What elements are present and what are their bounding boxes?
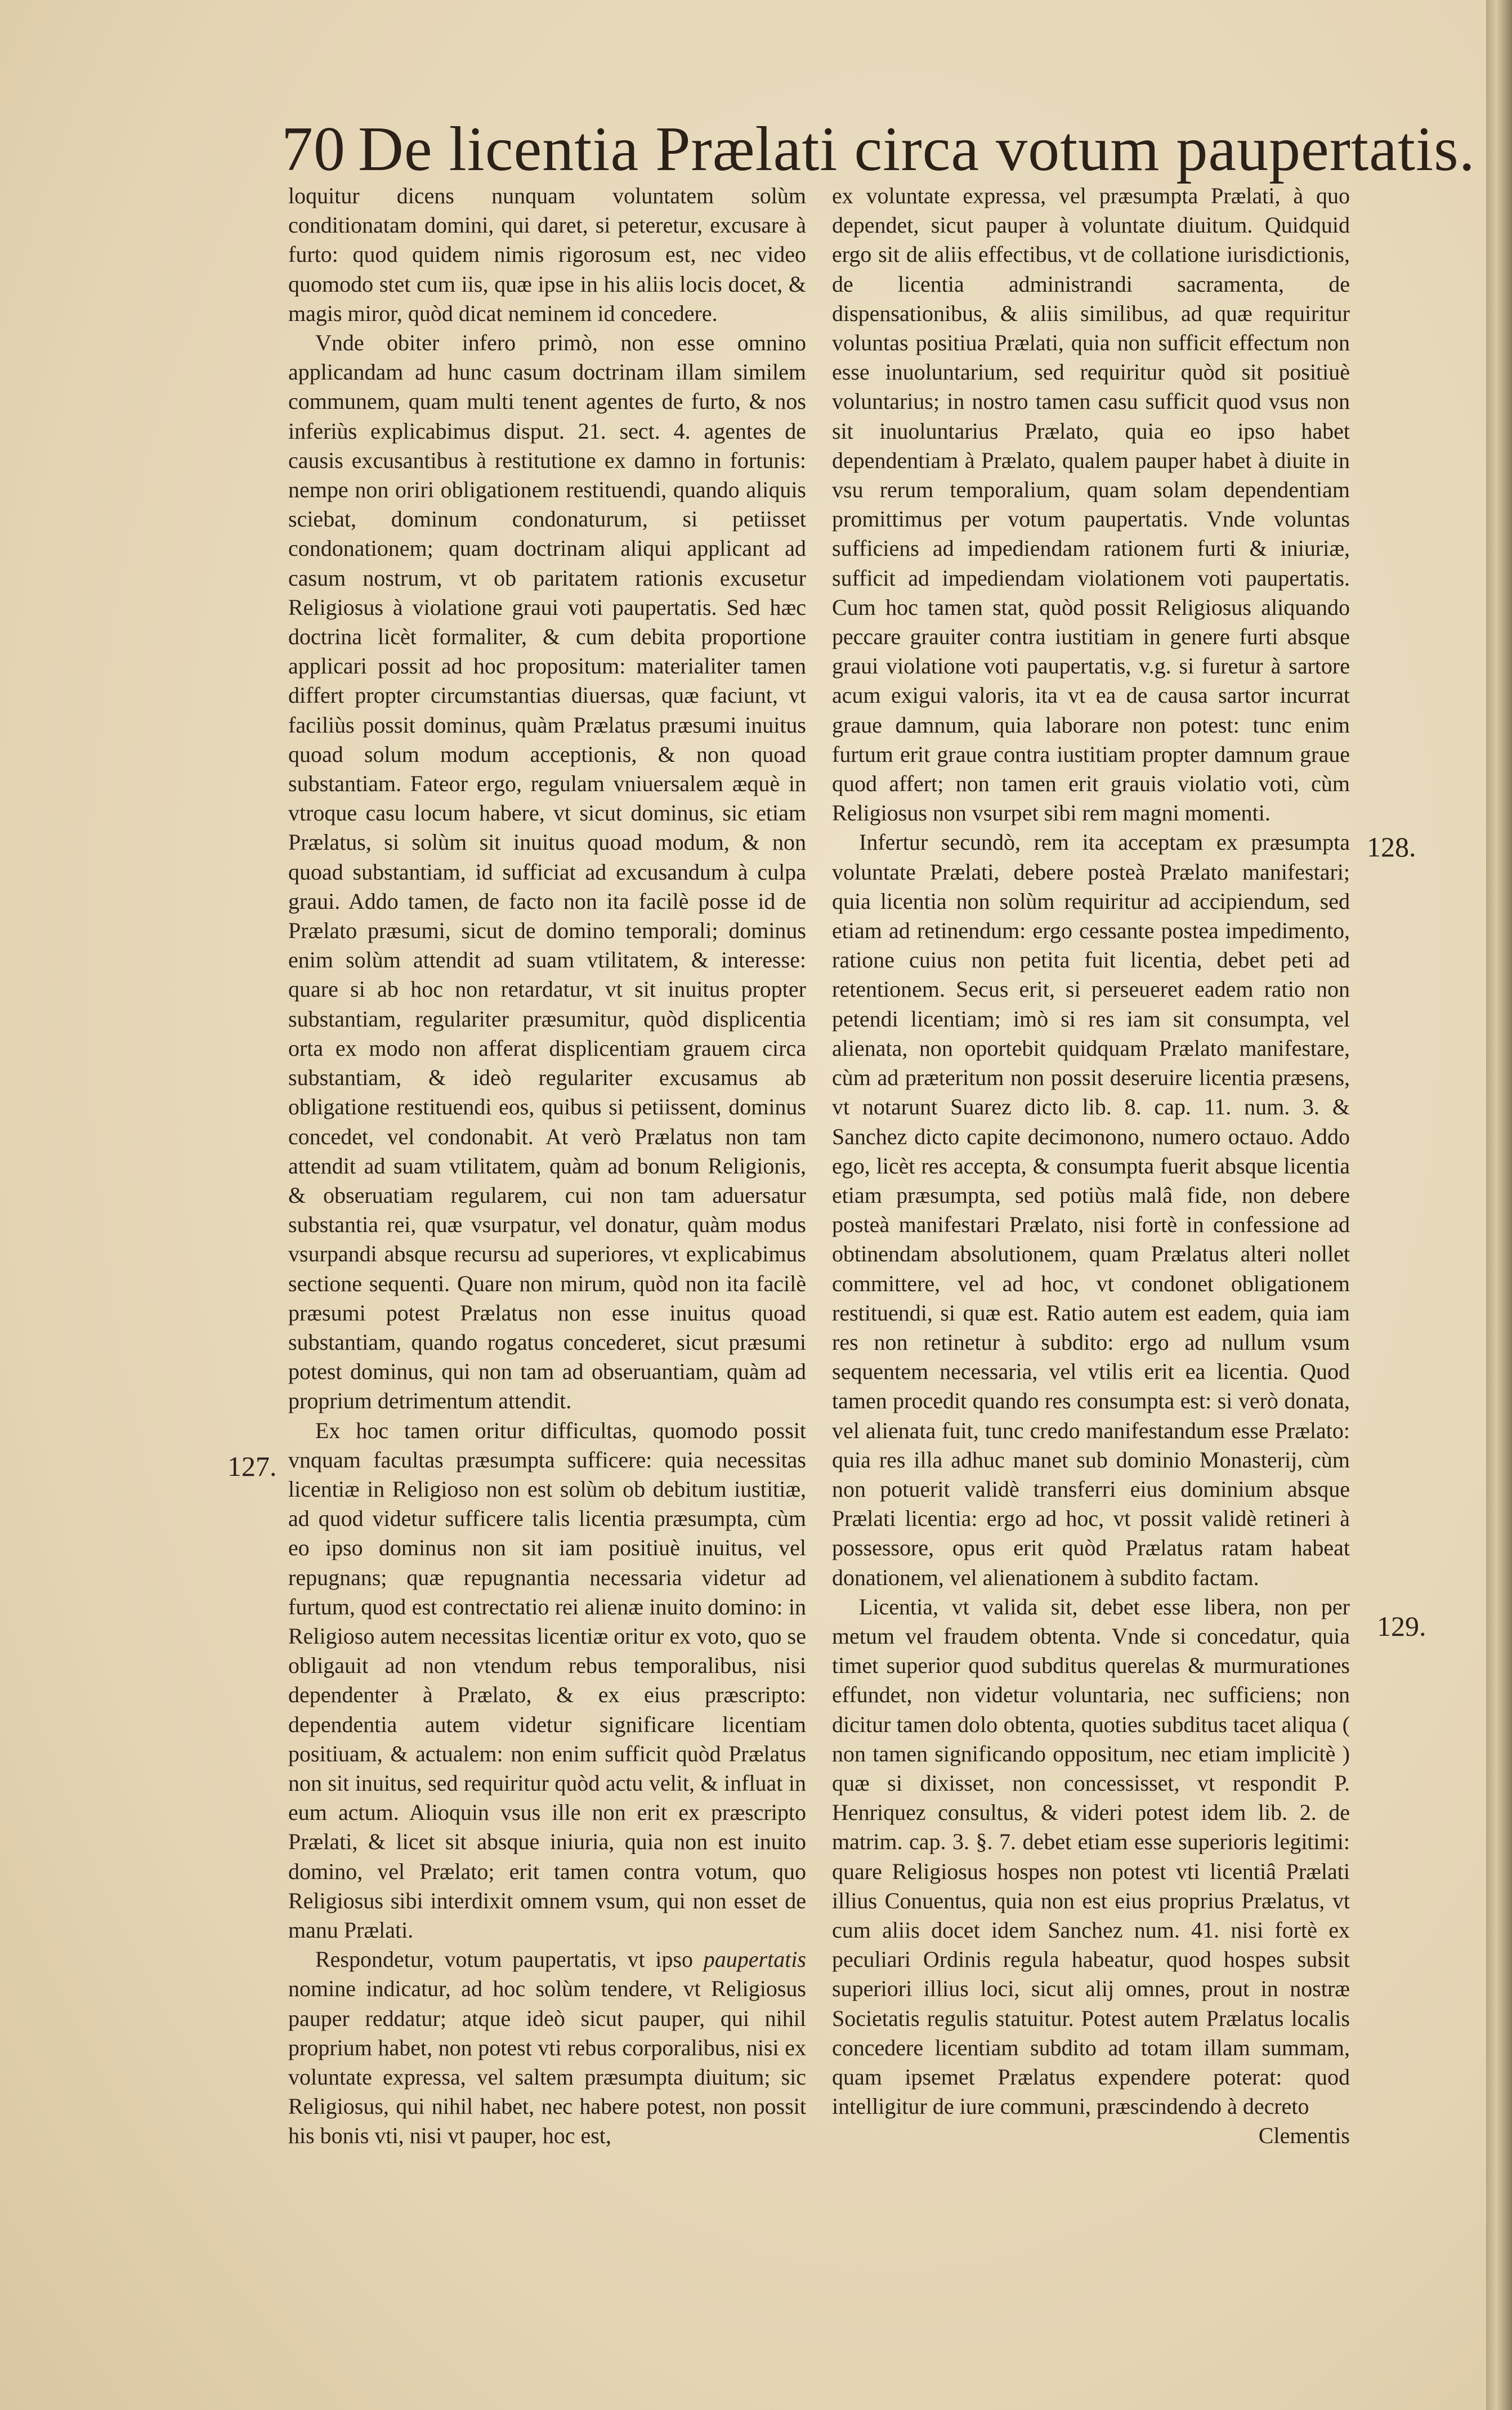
- margin-number-127: 127.: [227, 1451, 277, 1482]
- paragraph: Vnde obiter infero primò, non esse omnino applicandam ad hunc casum doctrinam illam similem communem, quam multi tenent agentes de furto, & nos inferiùs explicabimus disput. 21. sect. 4. agentes de causis excusantibus à restitutione ex damno in fortunis: nempe non oriri obligationem restituendi, quando aliquis sciebat, dominum condonaturum, si petiisset condonationem; quam doctrinam aliqui applicant ad casum nostrum, vt ob paritatem rationis excusetur Religiosus à violatione graui voti paupertatis. Sed hæc doctrina licèt formaliter, & cum debita proportione applicari possit ad hoc propositum: materialiter tamen differt propter circumstantias diuersas, quæ faciunt, vt faciliùs possit dominus, quàm Prælatus præsumi inuitus quoad solum modum acceptionis, & non quoad substantiam. Fateor ergo, regulam vniuersalem æquè in vtroque casu locum habere, vt sicut dominus, sic etiam Prælatus, si solùm sit inuitus quoad modum, & non quoad substantiam, id sufficiat ad excusandum à culpa graui. Addo tamen, de facto non ita facilè posse id de Prælato præsumi, sicut de domino temporali; dominus enim solùm attendit ad suam vtilitatem, & interesse: quare si ab hoc non retardatur, vt sit inuitus propter substantiam, regulariter præsumitur, quòd displicentia orta ex modo non afferat displicentiam grauem circa substantiam, & ideò regulariter excusamus ab obligatione restituendi eos, quibus si petiissent, dominus concedet, vel condonabit. At verò Prælatus non tam attendit ad suam vtilitatem, quàm ad bonum Religionis, & obseruatiam regularem, cui non tam aduersatur substantia rei, quæ vsurpatur, vel donatur, quàm modus vsurpandi absque recursu ad superiores, vt explicabimus sectione sequenti. Quare non mirum, quòd non ita facilè præsumi potest Prælatus non esse inuitus quoad substantiam, quando rogatus concederet, sicut præsumi potest dominus, qui non tam ad obseruantiam, quàm ad proprium detrimentum attendit.: [288, 330, 806, 1414]
- margin-number-129: 129.: [1377, 1610, 1426, 1642]
- margin-number-128: 128.: [1367, 831, 1416, 863]
- page-number: 70: [281, 114, 346, 184]
- running-head: [281, 113, 1475, 186]
- paragraph: [288, 1945, 806, 2150]
- catchword: Clementis: [1258, 2123, 1350, 2149]
- text-run: nomine indicatur, ad hoc solùm tendere, vt Religiosus pauper reddatur; atque ideò sicut pauper, qui nihil proprium habet, non potest vti rebus corporalibus, nisi ex voluntate expressa, vel saltem præsumpta diuitum; sic Religiosus, qui nihil habet, nec habere potest, non possit his bonis vti, nisi vt pauper, hoc est,: [288, 1976, 806, 2149]
- page-title: De licentia Prælati circa votum paupertatis.: [358, 114, 1475, 184]
- paragraph: loquitur dicens nunquam voluntatem solùm conditionatam domini, qui daret, si peteretur, excusare à furto: quod quidem nimis rigorosum est, nec video quomodo stet cum iis, quæ ipse in his aliis locis docet, & magis miror, quòd dicat neminem id concedere.: [288, 183, 806, 326]
- paragraph: Infertur secundò, rem ita acceptam ex præsumpta voluntate Prælati, debere posteà Prælato manifestari; quia licentia non solùm requiritur ad accipiendum, sed etiam ad retinendum: ergo cessante postea impedimento, ratione cuius non petita fuit licentia, debet peti ad retentionem. Secus erit, si perseueret eadem ratio non petendi licentiam; imò si res iam sit consumpta, vel alienata, non oportebit quidquam Prælato manifestare, cùm ad præteritum non possit deseruire licentia præsens, vt notarunt Suarez dicto lib. 8. cap. 11. num. 3. & Sanchez dicto capite decimonono, numero octauo. Addo ego, licèt res accepta, & consumpta fuerit absque licentia etiam præsumpta, sed potiùs malâ fide, non debere posteà manifestari Prælato, nisi fortè in confessione ad obtinendam absolutionem, quam Prælatus alteri nollet committere, vel ad hoc, vt condonet obligationem restituendi, si quæ est. Ratio autem est eadem, quia iam res non retinetur à subdito: ergo ad nullum vsum sequentem necessaria, vel vtilis erit ea licentia. Quod tamen procedit quando res consumpta est: si verò donata, vel alienata fuit, tunc credo manifestandum esse Prælato: quia res illa adhuc manet sub dominio Monasterij, cùm non potuerit validè transferri eius dominium absque Prælati licentia: ergo ad hoc, vt possit validè retineri à possessore, opus erit quòd Prælatus ratam habeat donationem, vel alienationem à subdito factam.: [832, 829, 1350, 1590]
- text-run: Respondetur, votum paupertatis, vt ipso: [315, 1947, 704, 1972]
- paragraph: ex voluntate expressa, vel præsumpta Prælati, à quo dependet, sicut pauper à voluntate diuitum. Quidquid ergo sit de aliis effectibus, vt de collatione iurisdictionis, de licentia administrandi sacramenta, de dispensationibus, & aliis similibus, ad quæ requiritur voluntas positiua Prælati, quia non sufficit effectum non esse inuoluntarium, sed requiritur quòd sit positiuè voluntarius; in nostro tamen casu sufficit quod vsus non sit inuoluntarius Prælato, quia eo ipso habet dependentiam à Prælato, qualem pauper habet à diuite in vsu rerum temporalium, quam solam dependentiam promittimus per votum paupertatis. Vnde voluntas sufficiens ad impediendam rationem furti & iniuriæ, sufficit ad impediendam violationem voti paupertatis. Cum hoc tamen stat, quòd possit Religiosus aliquando peccare grauiter contra iustitiam in genere furti absque graui violatione voti paupertatis, v.g. si furetur à sartore acum exigui valoris, ita vt ea de causa sartor incurrat graue damnum, quia laborare non potest: tunc enim furtum erit graue contra iustitiam propter damnum graue quod affert; non tamen erit grauis violatio voti, cùm Religiosus non vsurpet sibi rem magni momenti.: [832, 183, 1350, 826]
- italic-term: paupertatis: [703, 1947, 806, 1972]
- paragraph: Ex hoc tamen oritur difficultas, quomodo possit vnquam facultas præsumpta sufficere: quia necessitas licentiæ in Religioso non est solùm ob debitum iustitiæ, ad quod videtur sufficere talis licentia præsumpta, cùm eo ipso dominus non sit iam positiuè inuitus, vel repugnans; quæ repugnantia necessaria videtur ad furtum, quod est contrectatio rei alienæ inuito domino: in Religioso autem necessitas licentiæ oritur ex voto, quo se obligauit ad non vtendum rebus temporalibus, nisi dependenter à Prælato, & ex eius præscripto: dependentia autem videtur significare licentiam positiuam, & actualem: non enim sufficit quòd Prælatus non sit inuitus, sed requiritur quòd actu velit, & influat in eum actum. Alioquin vsus ille non erit ex præscripto Prælati, & licet sit absque iniuria, quia non est inuito domino, vel Prælato; erit tamen contra votum, quo Religiosus sibi interdixit omnem vsum, qui non esset de manu Prælati.: [288, 1417, 806, 1943]
- right-column: [832, 181, 1350, 2151]
- paragraph: Licentia, vt valida sit, debet esse libera, non per metum vel fraudem obtenta. Vnde si concedatur, quia timet superior quod subditus querelas & murmurationes effundet, non videtur voluntaria, nec sufficiens; non dicitur tamen dolo obtenta, quoties subditus tacet aliqua ( non tamen significando oppositum, nec etiam implicitè ) quæ si dixisset, non concessisset, vt respondit P. Henriquez consultus, & videri potest idem lib. 2. de matrim. cap. 3. §. 7. debet etiam esse superioris legitimi: quare Religiosus hospes non potest vti licentiâ Prælati illius Conuentus, quia non est eius proprius Prælatus, vt cum aliis docet idem Sanchez num. 41. nisi fortè ex peculiari Ordinis regula habeatur, quod hospes subsit superiori illius loci, sicut alij omnes, prout in nostræ Societatis regulis statuitur. Potest autem Prælatus localis concedere licentiam subdito ad totam illam summam, quam ipsemet Prælatus expendere poterat: quod intelligitur de iure communi, præscindendo à decreto: [832, 1594, 1350, 2119]
- left-column: [288, 181, 806, 2151]
- book-spine-edge: [1486, 0, 1512, 2410]
